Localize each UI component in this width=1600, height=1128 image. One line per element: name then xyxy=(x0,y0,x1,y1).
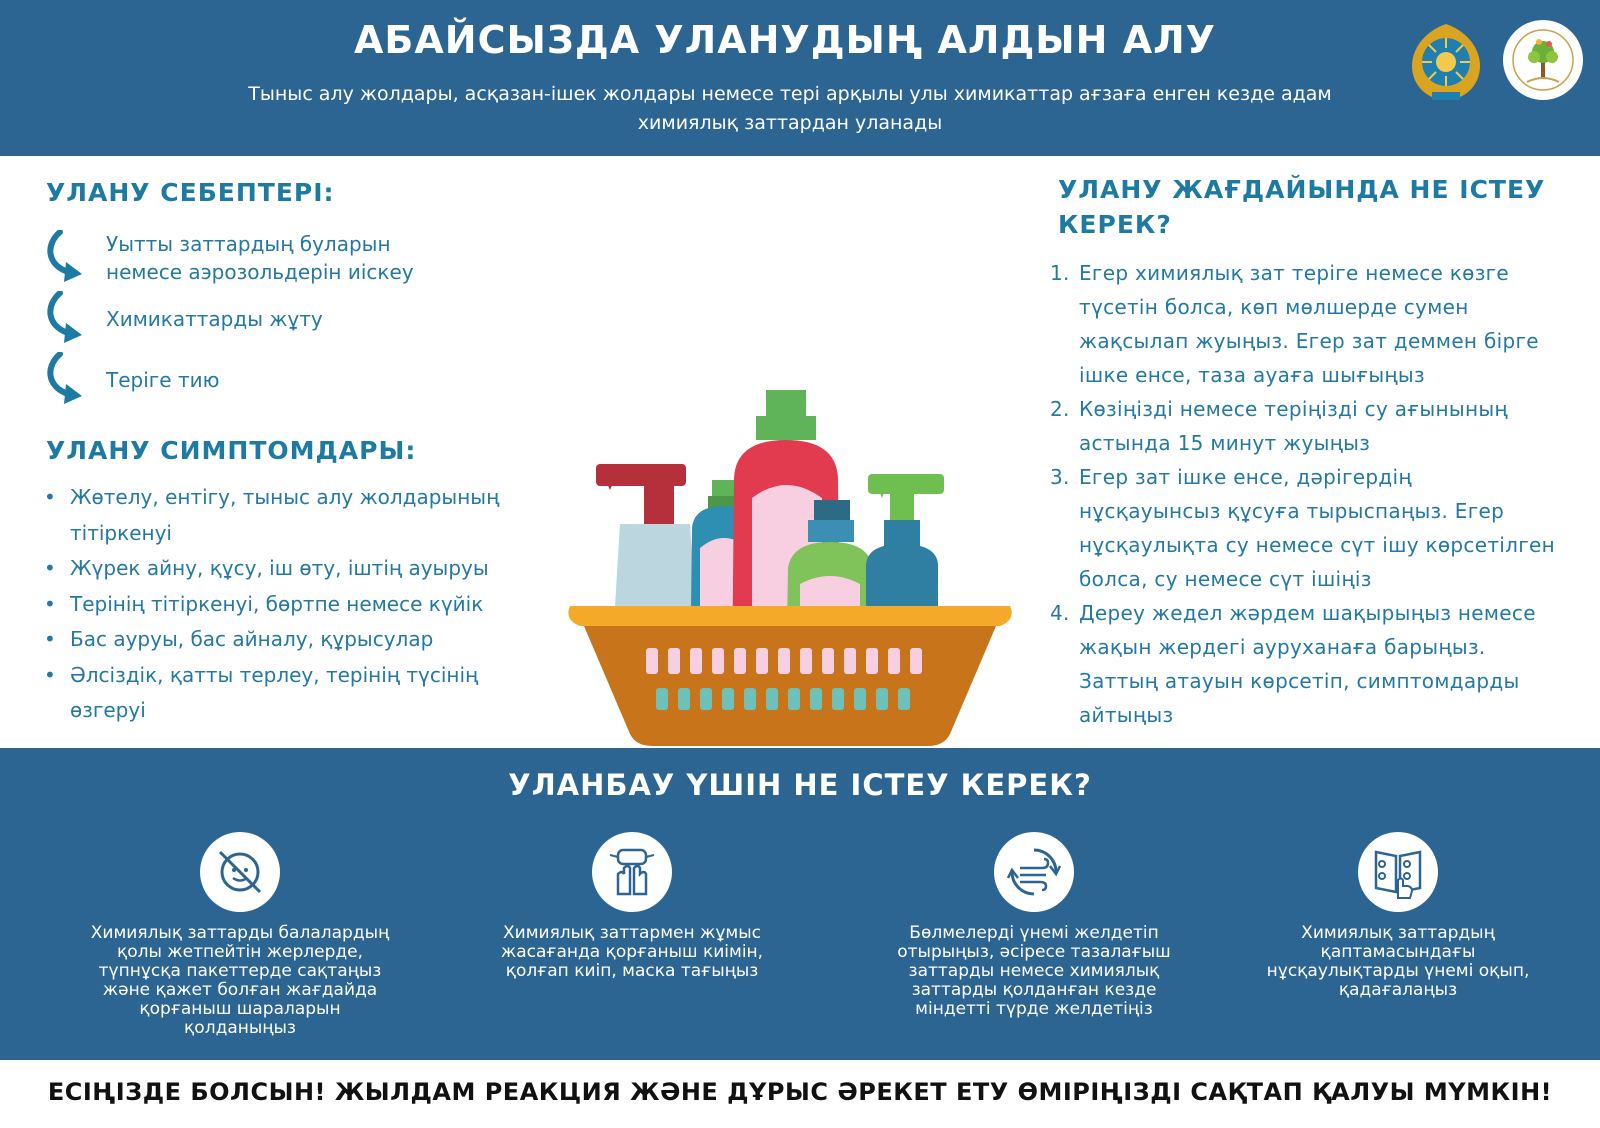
action-number: 4. xyxy=(1050,601,1070,625)
prevention-tip xyxy=(1248,832,1548,1000)
symptom-item: • Жөтелу, ентігу, тыныс алу жолдарының тітіркенуі xyxy=(42,480,522,551)
cleaning-products-basket-illustration xyxy=(560,388,1020,748)
page-title: АБАЙСЫЗДА УЛАНУДЫҢ АЛДЫН АЛУ xyxy=(354,18,1216,62)
prevention-tip xyxy=(884,832,1184,1019)
cause-item xyxy=(44,350,544,410)
instructions-icon xyxy=(1358,832,1438,912)
prevention-band xyxy=(0,748,1600,1060)
symptom-item: • Әлсіздік, қатты терлеу, терінің түсінің өзгеруі xyxy=(42,658,522,729)
curved-arrow-icon xyxy=(44,230,86,284)
cause-text: Химикаттарды жұту xyxy=(106,307,323,331)
causes-list xyxy=(44,228,544,411)
organization-logo-icon xyxy=(1503,20,1583,100)
causes-title: УЛАНУ СЕБЕПТЕРІ: xyxy=(46,178,335,207)
curved-arrow-icon xyxy=(44,352,86,406)
actions-list xyxy=(1048,256,1558,732)
footer xyxy=(0,1060,1600,1128)
prevention-tip xyxy=(90,832,390,1038)
cause-item xyxy=(44,289,544,349)
action-number: 3. xyxy=(1050,465,1070,489)
subtitle-line-2: химиялық заттардан уланады xyxy=(637,112,943,134)
tip-text: Химиялық заттарды балалардың қолы жетпейтін жерлерде, түпнұсқа пакеттерде сақтаңыз және қажет болған жағдайда қорғаныш шараларын қолданыңыз xyxy=(90,923,390,1038)
symptom-item: • Жүрек айну, құсу, іш өту, іштің ауыруы xyxy=(42,551,522,587)
footer-reminder: ЕСІҢІЗДЕ БОЛСЫН! ЖЫЛДАМ РЕАКЦИЯ ЖӘНЕ ДҰРЫС ӘРЕКЕТ ЕТУ ӨМІРІҢІЗДІ САҚТАП ҚАЛУЫ МҮМКІН! xyxy=(47,1078,1553,1106)
no-child-icon xyxy=(200,832,280,912)
prevention-tip xyxy=(482,832,782,981)
tip-text: Бөлмелерді үнемі желдетіп отырыңыз, әсіресе тазалағыш заттарды немесе химиялық заттарды қолданған кезде міндетті түрде желдетіңіз xyxy=(897,923,1171,1019)
gloves-mask-icon xyxy=(592,832,672,912)
cause-text: Уытты заттардың буларын немесе аэрозольдерін иіскеу xyxy=(106,232,414,284)
action-item xyxy=(1048,596,1558,732)
prevention-title: УЛАНБАУ ҮШІН НЕ ІСТЕУ КЕРЕК? xyxy=(508,768,1092,802)
actions-title-line-1: УЛАНУ ЖАҒДАЙЫНДА НЕ ІСТЕУ xyxy=(1058,175,1546,204)
action-number: 1. xyxy=(1050,261,1070,285)
action-item xyxy=(1048,256,1558,392)
action-text: Егер химиялық зат теріге немесе көзге түсетін болса, көп мөлшерде сумен жақсылап жуыңыз. Егер зат деммен бірге ішке енсе, таза ауаға шығыңыз xyxy=(1079,261,1539,387)
action-text: Көзіңізді немесе теріңізді су ағынының астында 15 минут жуыңыз xyxy=(1079,397,1508,455)
ventilation-icon xyxy=(994,832,1074,912)
symptoms-list xyxy=(42,480,522,729)
actions-title xyxy=(1058,172,1545,242)
symptom-item: • Бас ауруы, бас айналу, құрысулар xyxy=(42,622,522,658)
action-number: 2. xyxy=(1050,397,1070,421)
action-text: Егер зат ішке енсе, дәрігердің нұсқауынсыз құсуға тырыспаңыз. Егер нұсқаулықта су немесе сүт ішу көрсетілген болса, су немесе сүт ішіңіз xyxy=(1079,465,1556,591)
header-banner xyxy=(0,0,1600,156)
cause-text: Теріге тию xyxy=(106,368,220,392)
tip-text: Химиялық заттардың қаптамасындағы нұсқаулықтарды үнемі оқып, қадағалаңыз xyxy=(1266,923,1530,1000)
page-subtitle xyxy=(220,80,1360,138)
symptoms-title: УЛАНУ СИМПТОМДАРЫ: xyxy=(46,436,417,465)
action-item xyxy=(1048,392,1558,460)
subtitle-line-1: Тыныс алу жолдары, асқазан-ішек жолдары немесе тері арқылы улы химикаттар ағзаға енген кезде адам xyxy=(248,83,1332,105)
cause-item xyxy=(44,228,544,288)
curved-arrow-icon xyxy=(44,291,86,345)
actions-title-line-2: КЕРЕК? xyxy=(1058,210,1172,239)
action-text: Дереу жедел жәрдем шақырыңыз немесе жақын жердегі ауруханаға барыңыз. Заттың атауын көрсетіп, симптомдарды айтыңыз xyxy=(1079,601,1536,727)
state-emblem-icon xyxy=(1406,20,1486,104)
symptom-item: • Терінің тітіркенуі, бөртпе немесе күйік xyxy=(42,587,522,623)
action-item xyxy=(1048,460,1558,596)
tip-text: Химиялық заттармен жұмыс жасағанда қорғаныш киімін, қолғап киіп, маска тағыңыз xyxy=(500,923,764,981)
